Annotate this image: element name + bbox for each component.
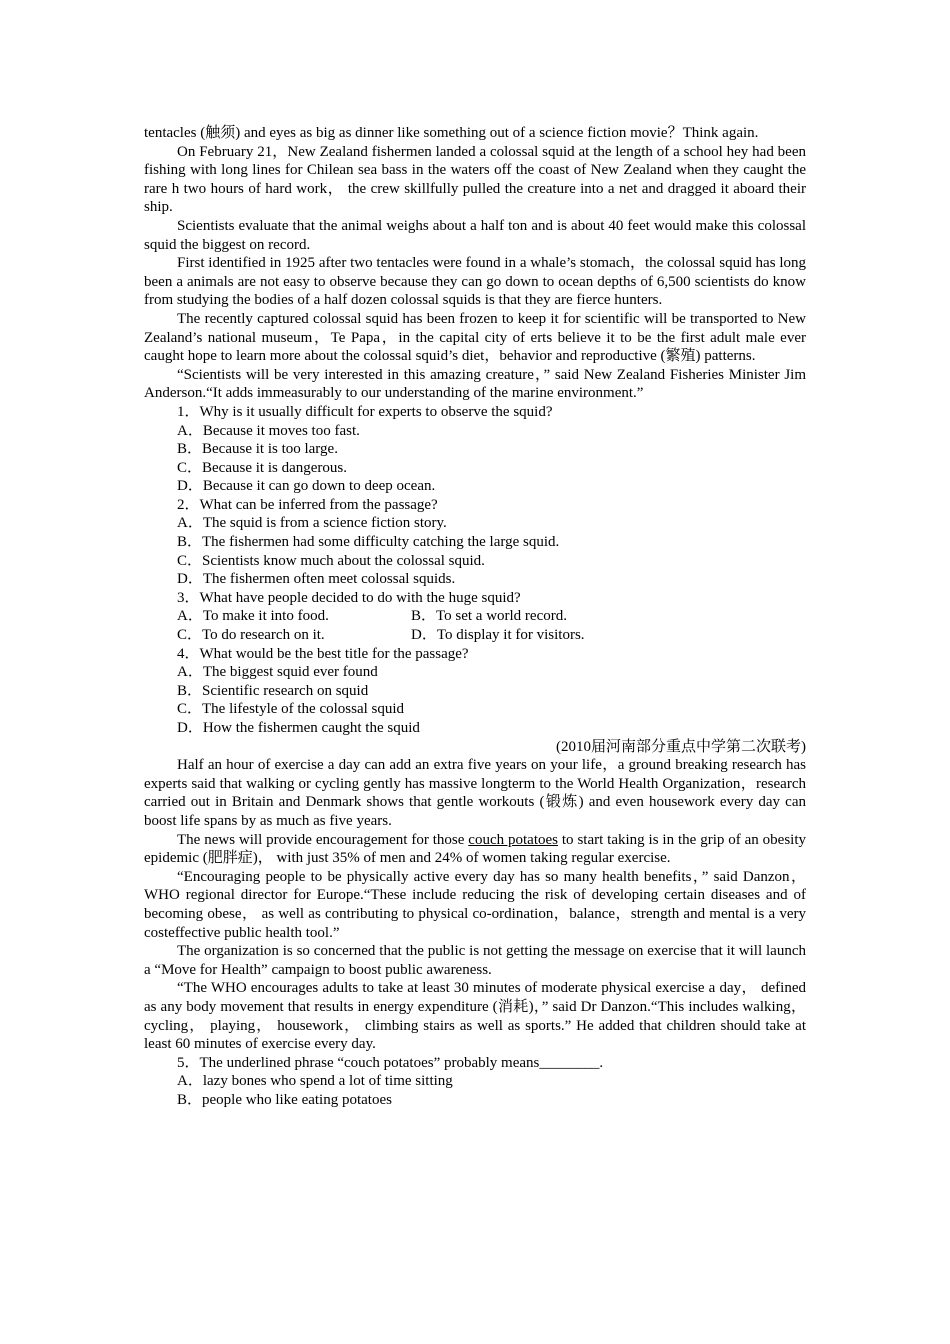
passage2-paragraph-2 (144, 831, 806, 868)
question-4-option-b: B．Scientific research on squid (177, 682, 369, 699)
passage2-paragraph-4: The organization is so concerned that the public is not getting the message on exercise that it will launch a “Move for Health” campaign to boost public awareness. (144, 943, 806, 978)
passage1-paragraph-5: “Scientists will be very interested in this amazing creature，” said New Zealand Fisheries Minister Jim Anderson.“It adds immeasurably to our understanding of the marine environment.” (144, 366, 806, 402)
question-5-option-b: B．people who like eating potatoes (177, 1091, 392, 1108)
passage2-paragraph-3: “Encouraging people to be physically active every day has so many health benefits，” said Danzon， WHO regional director for Europe.“These include reducing the risk of developing certain diseases and of becoming obese， as well as contributing to physical co-ordination，balance，strength and mental is a very costeffective public health tool.” (144, 868, 806, 941)
question-1-option-d: D．Because it can go down to deep ocean. (177, 478, 436, 495)
question-3-option-a: A．To make it into food. (177, 608, 329, 625)
question-2-stem: 2．What can be inferred from the passage? (177, 496, 438, 513)
question-5-stem: 5．The underlined phrase “couch potatoes” probably means________. (177, 1054, 604, 1071)
question-2-option-a: A．The squid is from a science fiction story. (177, 515, 447, 532)
underlined-phrase: couch potatoes (468, 831, 558, 848)
passage2-paragraph-2-before: The news will provide encouragement for those (177, 831, 469, 848)
question-1-option-b: B．Because it is too large. (177, 441, 338, 458)
passage2-paragraph-2-after: to start taking is in the grip of an obesity epidemic (肥胖症)， with just 35% of men and 24% of women taking regular exercise. (144, 831, 806, 867)
question-5-option-a: A．lazy bones who spend a lot of time sitting (177, 1073, 453, 1090)
passage1-intro: tentacles (触须) and eyes as big as dinner like something out of a science fiction movie？Think again. (144, 125, 759, 141)
question-4-option-a: A．The biggest squid ever found (177, 664, 378, 681)
source-citation: (2010届河南部分重点中学第二次联考) (556, 738, 806, 755)
question-4-option-d: D．How the fishermen caught the squid (177, 720, 420, 736)
question-3-option-c: C．To do research on it. (177, 627, 325, 644)
question-2-option-c: C．Scientists know much about the colossal squid. (177, 552, 485, 569)
question-4-stem: 4．What would be the best title for the passage? (177, 645, 469, 662)
question-3-stem: 3．What have people decided to do with the huge squid? (177, 589, 521, 606)
question-1-stem: 1．Why is it usually difficult for experts to observe the squid? (177, 403, 553, 420)
passage1-paragraph-1: On February 21，New Zealand fishermen landed a colossal squid at the length of a school hey had been fishing with long lines for Chilean sea bass in the waters off the coast of New Zealand when they caught the rare h two hours of hard work， the crew skillfully pulled the creature into a net and dragged it aboard their ship. (144, 143, 806, 216)
document-page (144, 124, 806, 1109)
question-3-option-d: D．To display it for visitors. (411, 627, 585, 644)
question-3-option-b: B．To set a world record. (411, 608, 567, 625)
question-2-option-b: B．The fishermen had some difficulty catching the large squid. (177, 534, 560, 551)
question-4-option-c: C．The lifestyle of the colossal squid (177, 701, 405, 718)
question-3-options-row-2 (144, 626, 806, 645)
passage2-paragraph-1: Half an hour of exercise a day can add an extra five years on your life，a ground breaking research has experts said that walking or cycling gently has massive longterm to the World Health Organization，research carried out in Britain and Denmark shows that gentle workouts (锻炼) and even housework every day can boost life spans by as much as five years. (144, 757, 806, 829)
passage1-paragraph-2: Scientists evaluate that the animal weighs about a half ton and is about 40 feet would make this colossal squid the biggest on record. (144, 217, 806, 253)
question-2-option-d: D．The fishermen often meet colossal squids. (177, 571, 456, 588)
passage1-paragraph-3: First identified in 1925 after two tentacles were found in a whale’s stomach，the colossal squid has long been a animals are not easy to observe because they can go down to ocean depths of 6,500 scientists do know from studying the bodies of a half dozen colossal squids is that they are fierce hunters. (144, 255, 806, 309)
question-1-option-c: C．Because it is dangerous. (177, 459, 347, 476)
passage2-paragraph-5: “The WHO encourages adults to take at least 30 minutes of moderate physical exercise a day， defined as any body movement that results in energy expenditure (消耗)，” said Dr Danzon.“This includes walking， cycling， playing， housework， climbing stairs as well as sports.” He added that children should take at least 60 minutes of exercise every day. (144, 980, 806, 1053)
passage1-paragraph-4: The recently captured colossal squid has been frozen to keep it for scientific will be transported to New Zealand’s national museum，Te Papa，in the capital city of erts believe it to be the first adult male ever caught hope to learn more about the colossal squid’s diet，behavior and reproductive (繁殖) patterns. (144, 310, 806, 365)
question-3-options-row-1 (144, 607, 806, 626)
question-1-option-a: A．Because it moves too fast. (177, 422, 360, 439)
